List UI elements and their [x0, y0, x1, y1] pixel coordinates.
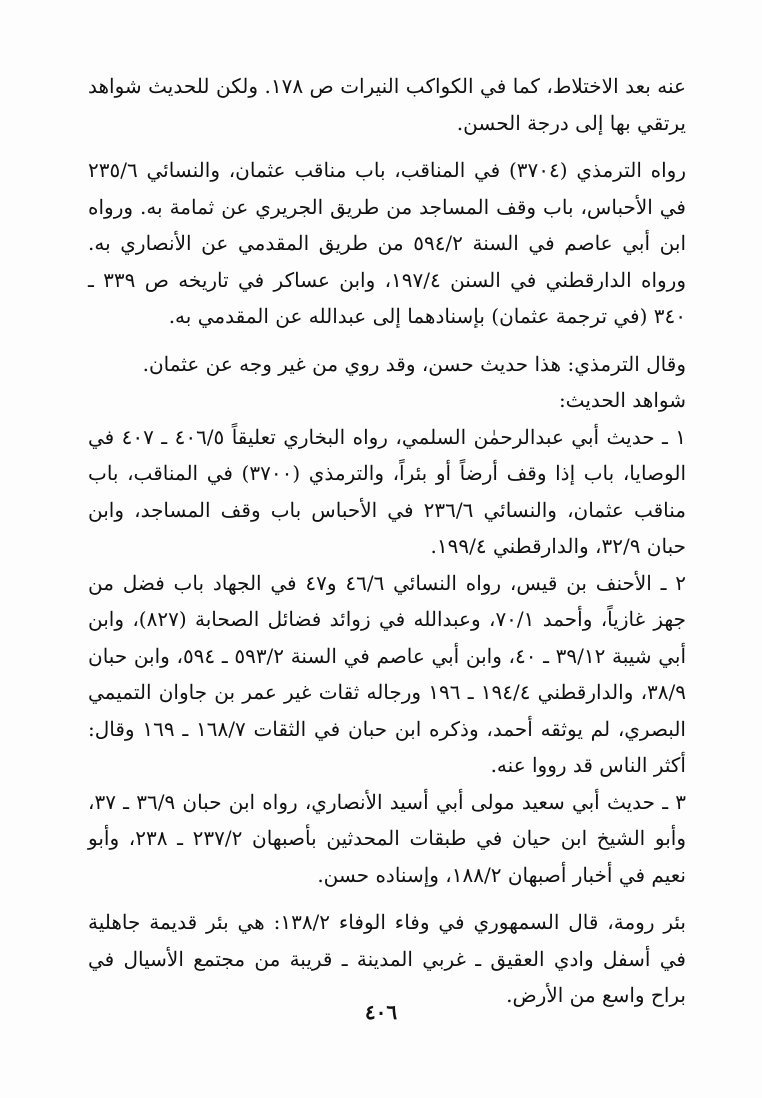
witness-item-1: ١ ـ حديث أبي عبدالرحمٰن السلمي، رواه البخاري تعليقاً ٤٠٦/٥ ـ ٤٠٧ في الوصايا، باب إذا وقف أرضاً أو بئراً، والترمذي (٣٧٠٠) في المناقب، باب مناقب عثمان، والنسائي ٢٣٦/٦ في الأحباس باب وقف المساجد، وابن حبان ٣٢/٩، والدارقطني ١٩٩/٤.: [88, 424, 687, 558]
page-text: [88, 68, 686, 1014]
page-number: ٤٠٦: [364, 1000, 398, 1024]
witness-item-3: ٣ ـ حديث أبي سعيد مولى أبي أسيد الأنصاري، رواه ابن حبان ٣٦/٩ ـ ٣٧، وأبو الشيخ ابن حيان في طبقات المحدثين بأصبهان ٢٣٧/٢ ـ ٢٣٨، وأبو نعيم في أخبار أصبهان ١٨٨/٢، وإسناده حسن.: [88, 789, 687, 887]
paragraph-bir-ruma: بئر رومة، قال السمهوري في وفاء الوفاء ١٣٨/٢: هي بئر قديمة جاهلية في أسفل وادي العقيق ـ غربي المدينة ـ قريبة من مجتمع الأسيال في براح واسع من الأرض.: [88, 910, 686, 1007]
witness-item-2: ٢ ـ الأحنف بن قيس، رواه النسائي ٤٦/٦ و٤٧ في الجهاد باب فضل من جهز غازياً، وأحمد ٧٠/١، وعبدالله في زوائد فضائل الصحابة (٨٢٧)، وابن أبي شيبة ٣٩/١٢ ـ ٤٠، وابن أبي عاصم في السنة ٥٩٣/٢ ـ ٥٩٤، وابن حبان ٣٨/٩، والدارقطني ١٩٤/٤ ـ ١٩٦ ورجاله ثقات غير عمر بن جاوان التميمي البصري، لم يوثقه أحمد، وذكره ابن حبان في الثقات ١٦٨/٧ ـ ١٦٩ وقال: أكثر الناس قد رووا عنه.: [88, 570, 687, 777]
paragraph-tirmidhi-narration: رواه الترمذي (٣٧٠٤) في المناقب، باب مناقب عثمان، والنسائي ٢٣٥/٦ في الأحباس، باب وقف المساجد من طريق الجريري عن ثمامة به. ورواه ابن أبي عاصم في السنة ٥٩٤/٢ من طريق المقدمي عن الأنصاري به. ورواه الدارقطني في السنن ١٩٧/٤، وابن عساكر في تاريخه ص ٣٣٩ ـ ٣٤٠ (في ترجمة عثمان) بإسنادهما إلى عبدالله عن المقدمي به.: [88, 158, 687, 328]
paragraph-intro: عنه بعد الاختلاط، كما في الكواكب النيرات ص ١٧٨. ولكن للحديث شواهد يرتقي بها إلى درجة الحسن.: [88, 74, 686, 135]
paragraph-tirmidhi-grading: وقال الترمذي: هذا حديث حسن، وقد روي من غير وجه عن عثمان.: [142, 351, 686, 376]
section-heading-witnesses: شواهد الحديث:: [558, 388, 686, 412]
